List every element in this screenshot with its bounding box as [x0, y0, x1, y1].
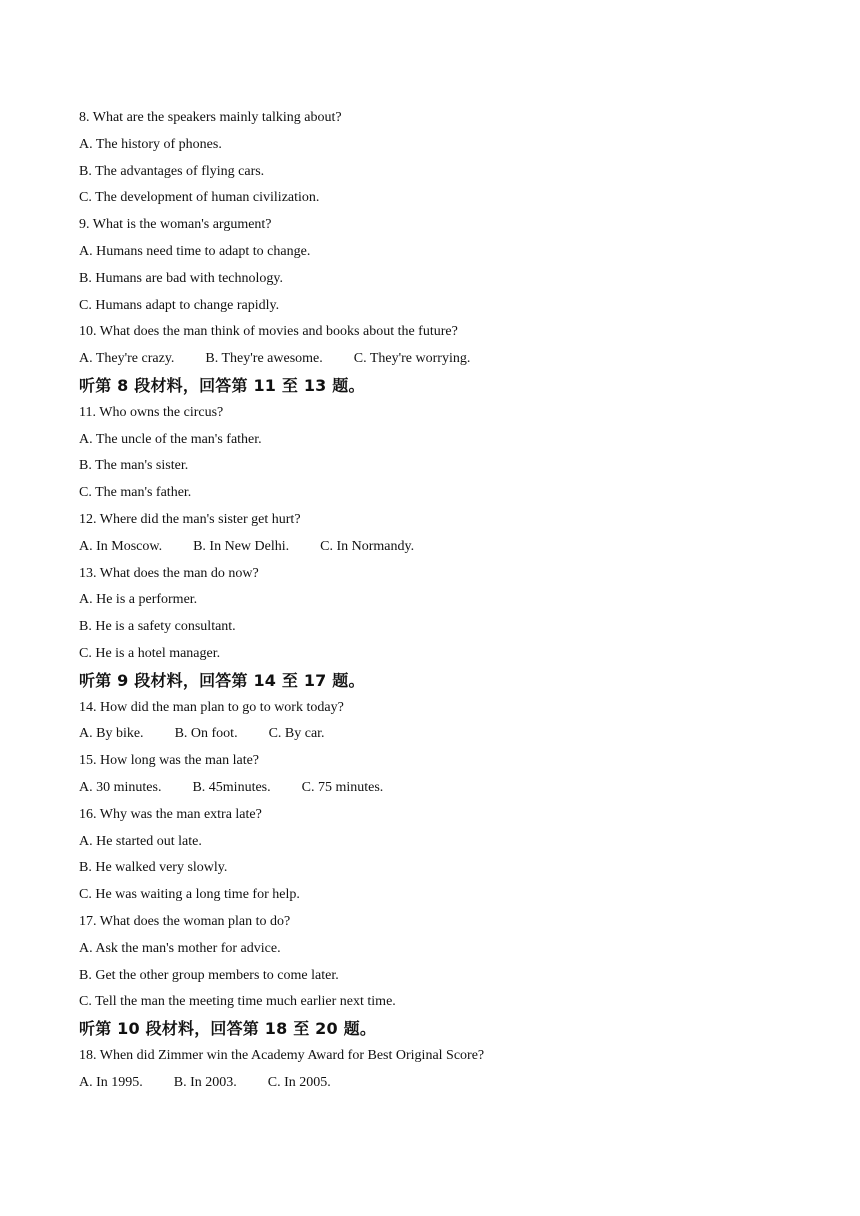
answer-option: A. He is a performer.	[79, 592, 198, 608]
question-text: 9. What is the woman's argument?	[79, 217, 272, 233]
answer-option: A. In Moscow.	[79, 538, 163, 554]
answer-option: B. In New Delhi.	[193, 538, 290, 554]
question-text: 14. How did the man plan to go to work today?	[79, 699, 344, 715]
answer-option: C. He is a hotel manager.	[79, 645, 221, 661]
answer-option: C. They're worrying.	[353, 351, 471, 367]
answer-option: A. They're crazy.	[79, 351, 175, 367]
options-row	[79, 777, 799, 804]
answer-option: B. The man's sister.	[79, 458, 189, 474]
answer-option: B. They're awesome.	[205, 351, 323, 367]
answer-option: C. By car.	[268, 726, 325, 742]
answer-option: A. He started out late.	[79, 833, 202, 849]
section-heading: 听第 9 段材料，回答第 14 至 17 题。	[79, 670, 365, 690]
answer-option: C. Humans adapt to change rapidly.	[79, 297, 280, 313]
answer-option: A. 30 minutes.	[79, 779, 162, 795]
answer-option: A. In 1995.	[79, 1074, 143, 1090]
answer-option: B. On foot.	[174, 726, 238, 742]
answer-option: C. The development of human civilization.	[79, 190, 320, 206]
answer-option: B. In 2003.	[173, 1074, 237, 1090]
answer-option: A. By bike.	[79, 726, 144, 742]
options-row	[79, 723, 799, 750]
answer-option: A. Ask the man's mother for advice.	[79, 940, 281, 956]
question-text: 8. What are the speakers mainly talking about?	[79, 110, 342, 125]
answer-option: C. In 2005.	[267, 1074, 331, 1090]
answer-option: C. In Normandy.	[320, 538, 415, 554]
answer-option: B. The advantages of flying cars.	[79, 163, 265, 179]
answer-option: B. Humans are bad with technology.	[79, 270, 283, 286]
answer-option: B. He is a safety consultant.	[79, 619, 236, 635]
answer-option: A. The history of phones.	[79, 136, 222, 152]
question-text: 18. When did Zimmer win the Academy Award for Best Original Score?	[79, 1047, 485, 1063]
answer-option: B. He walked very slowly.	[79, 860, 228, 876]
answer-option: C. 75 minutes.	[301, 779, 384, 795]
options-row	[79, 1072, 799, 1099]
answer-option: B. 45minutes.	[192, 779, 271, 795]
section-heading: 听第 10 段材料，回答第 18 至 20 题。	[79, 1019, 377, 1039]
answer-option: A. Humans need time to adapt to change.	[79, 243, 311, 259]
options-row	[79, 536, 799, 563]
answer-option: C. He was waiting a long time for help.	[79, 887, 300, 903]
section-heading: 听第 8 段材料，回答第 11 至 13 题。	[79, 375, 365, 395]
options-row	[79, 348, 799, 375]
question-text: 13. What does the man do now?	[79, 565, 259, 581]
document-page	[79, 107, 799, 1098]
question-text: 15. How long was the man late?	[79, 753, 260, 769]
answer-option: C. The man's father.	[79, 485, 192, 501]
answer-option: A. The uncle of the man's father.	[79, 431, 262, 447]
answer-option: C. Tell the man the meeting time much earlier next time.	[79, 994, 396, 1010]
question-text: 16. Why was the man extra late?	[79, 806, 262, 822]
answer-option: B. Get the other group members to come later.	[79, 967, 339, 983]
question-text: 12. Where did the man's sister get hurt?	[79, 511, 301, 527]
question-text: 10. What does the man think of movies and books about the future?	[79, 324, 458, 340]
question-text: 17. What does the woman plan to do?	[79, 913, 291, 929]
question-text: 11. Who owns the circus?	[79, 404, 224, 420]
